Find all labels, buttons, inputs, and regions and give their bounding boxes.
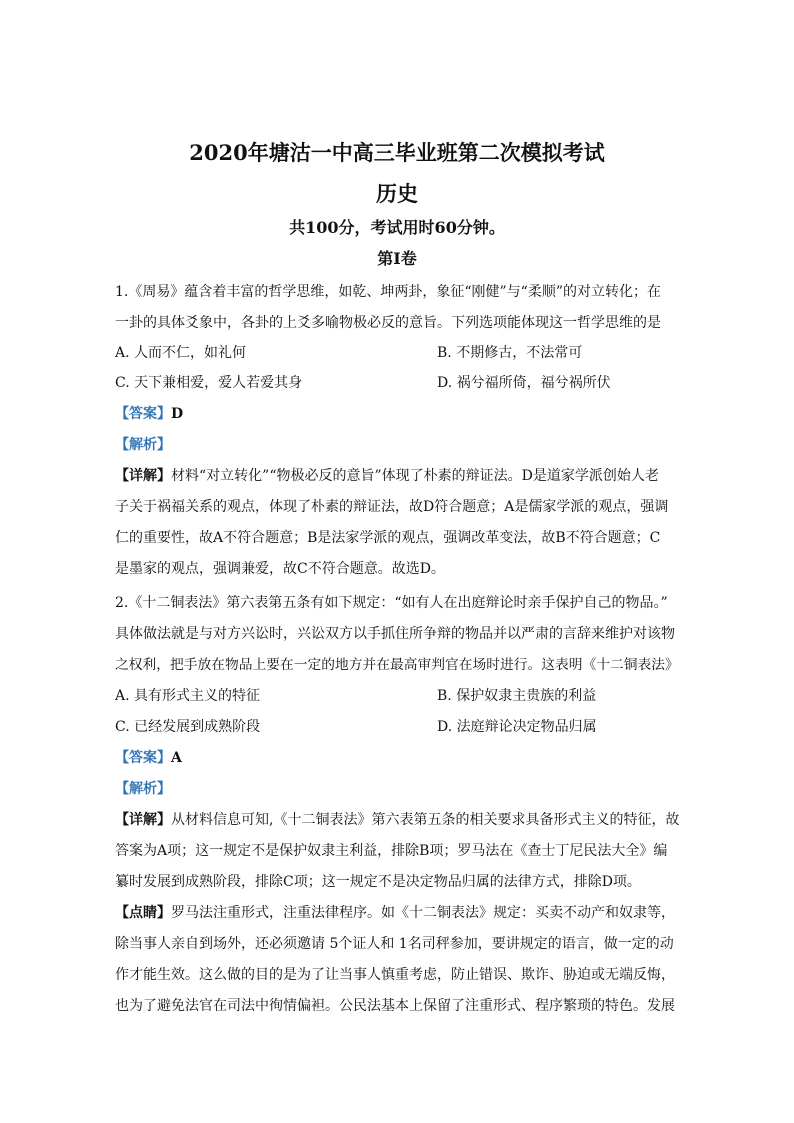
- point-text: 罗马法注重形式，注重法律程序。如《十二铜表法》规定：买卖不动产和奴隶等，: [171, 905, 675, 921]
- q2-detail-line-3: 纂时发展到成熟阶段，排除C项；这一规定不是决定物品归属的法律方式，排除D项。: [115, 874, 641, 890]
- q1-option-c: C. 天下兼相爱，爱人若爱其身: [115, 375, 303, 391]
- answer-tag: 【答案】: [115, 750, 171, 766]
- subject-title: 历史: [376, 181, 418, 206]
- q2-option-b: B. 保护奴隶主贵族的利益: [437, 688, 597, 704]
- q1-answer: [115, 404, 183, 424]
- q2-answer: [115, 748, 182, 768]
- q2-detail-line-1: [115, 810, 685, 830]
- answer-value: D: [171, 406, 184, 422]
- detail-text: 材料“对立转化”“物极必反的意旨”体现了朴素的辩证法。D是道家学派创始人老: [171, 468, 659, 484]
- q2-point-line-2: 除当事人亲自到场外，还必须邀请 5个证人和 1名司秤参加，要讲规定的语言，做一定的动: [115, 936, 674, 952]
- q2-point-line-1: [115, 903, 685, 923]
- q1-detail-line-1: [115, 466, 685, 486]
- q1-analysis-heading: [115, 435, 171, 455]
- q2-point-line-3: 作才能生效。这么做的目的是为了让当事人慎重考虑，防止错误、欺诈、胁迫或无端反悔，: [115, 967, 675, 983]
- q1-option-d: D. 祸兮福所倚，福兮祸所伏: [437, 375, 611, 391]
- analysis-tag: 【解析】: [115, 437, 171, 453]
- volume-heading: 第Ⅰ卷: [377, 249, 417, 268]
- q2-stem-line-3: 之权利，把手放在物品上要在一定的地方并在最高审判官在场时进行。这表明《十二铜表法》: [115, 657, 679, 673]
- q1-detail-line-2: 子关于祸福关系的观点，体现了朴素的辩证法，故D符合题意；A是儒家学派的观点，强调: [115, 499, 669, 515]
- detail-tag: 【详解】: [115, 468, 171, 484]
- q2-stem-line-2: 具体做法就是与对方兴讼时，兴讼双方以手抓住所争辩的物品并以严肃的言辞来维护对该物: [115, 626, 675, 642]
- q1-detail-line-3: 仁的重要性，故A不符合题意；B是法家学派的观点，强调改革变法，故B不符合题意；C: [115, 530, 661, 546]
- q2-point-line-4: 也为了避免法官在司法中徇情偏袒。公民法基本上保留了注重形式、程序繁琐的特色。发展: [115, 998, 675, 1014]
- q1-option-a: A. 人而不仁，如礼何: [115, 345, 247, 361]
- q2-option-c: C. 已经发展到成熟阶段: [115, 719, 261, 735]
- q2-detail-line-2: 答案为A项；这一规定不是保护奴隶主利益，排除B项；罗马法在《查士丁尼民法大全》编: [115, 843, 668, 859]
- exam-info: 共100分，考试用时60分钟。: [289, 218, 505, 237]
- q1-stem-line-1: 1.《周易》蕴含着丰富的哲学思维，如乾、坤两卦，象征“刚健”与“柔顺”的对立转化；在: [115, 284, 661, 300]
- q2-option-a: A. 具有形式主义的特征: [115, 688, 261, 704]
- point-tag: 【点睛】: [115, 905, 171, 921]
- detail-text: 从材料信息可知,《十二铜表法》第六表第五条的相关要求具备形式主义的特征，故: [171, 812, 680, 828]
- q2-option-d: D. 法庭辩论决定物品归属: [437, 719, 597, 735]
- q1-detail-line-4: 是墨家的观点，强调兼爱，故C不符合题意。故选D。: [115, 561, 445, 577]
- q1-option-b: B. 不期修古，不法常可: [437, 345, 583, 361]
- analysis-tag: 【解析】: [115, 781, 171, 797]
- q1-stem-line-2: 一卦的具体爻象中，各卦的上爻多喻物极必反的意旨。下列选项能体现这一哲学思维的是: [115, 315, 661, 331]
- detail-tag: 【详解】: [115, 812, 171, 828]
- answer-tag: 【答案】: [115, 406, 171, 422]
- exam-title: 2020年塘沽一中高三毕业班第二次模拟考试: [189, 140, 605, 165]
- q2-stem-line-1: 2.《十二铜表法》第六表第五条有如下规定：“如有人在出庭辩论时亲手保护自己的物品。”: [115, 595, 668, 611]
- answer-value: A: [171, 750, 182, 766]
- q2-analysis-heading: [115, 779, 171, 799]
